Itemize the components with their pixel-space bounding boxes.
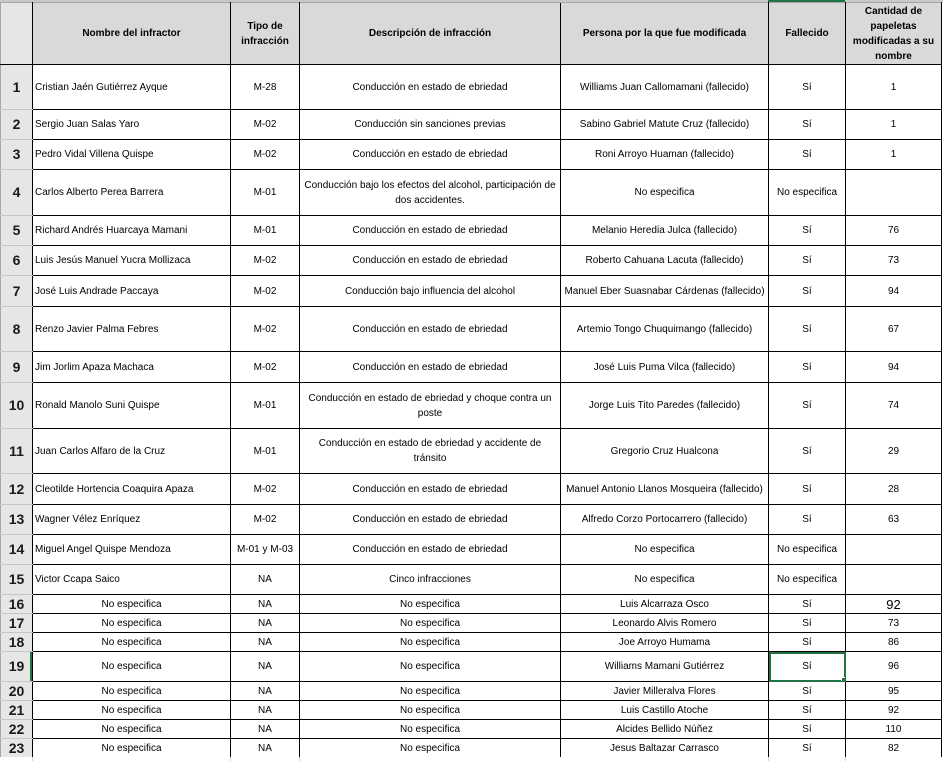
cell-descripcion[interactable]: No especifica bbox=[300, 614, 561, 633]
cell-nombre[interactable]: Cristian Jaén Gutiérrez Ayque bbox=[33, 65, 231, 110]
row-number[interactable]: 17 bbox=[1, 614, 33, 633]
table-row bbox=[1, 383, 942, 429]
cell-descripcion[interactable]: Conducción en estado de ebriedad bbox=[300, 140, 561, 170]
cell-persona[interactable]: Jesus Baltazar Carrasco bbox=[561, 739, 769, 758]
row-number[interactable]: 22 bbox=[1, 720, 33, 739]
cell-fallecido[interactable]: Sí bbox=[769, 474, 846, 505]
cell-cantidad[interactable]: 67 bbox=[846, 307, 942, 352]
cell-nombre[interactable]: Richard Andrés Huarcaya Mamani bbox=[33, 216, 231, 246]
cell-tipo[interactable]: NA bbox=[231, 720, 300, 739]
table-row bbox=[1, 720, 942, 739]
table-row bbox=[1, 739, 942, 758]
cell-cantidad[interactable] bbox=[846, 565, 942, 595]
cell-descripcion[interactable]: Conducción en estado de ebriedad bbox=[300, 65, 561, 110]
row-header-blank[interactable] bbox=[1, 3, 33, 65]
gridline bbox=[299, 757, 300, 761]
gridline bbox=[768, 757, 769, 761]
cell-cantidad[interactable]: 94 bbox=[846, 276, 942, 307]
cell-descripcion[interactable]: Conducción bajo influencia del alcohol bbox=[300, 276, 561, 307]
row-number[interactable]: 10 bbox=[1, 383, 33, 429]
cell-cantidad[interactable]: 96 bbox=[846, 652, 942, 682]
row-number[interactable]: 20 bbox=[1, 682, 33, 701]
gridline bbox=[845, 757, 846, 761]
cell-tipo[interactable]: M-02 bbox=[231, 276, 300, 307]
table-row bbox=[1, 276, 942, 307]
row-number[interactable]: 5 bbox=[1, 216, 33, 246]
row-number[interactable]: 6 bbox=[1, 246, 33, 276]
cell-descripcion[interactable]: No especifica bbox=[300, 595, 561, 614]
cell-cantidad[interactable]: 74 bbox=[846, 383, 942, 429]
cell-fallecido[interactable]: No especifica bbox=[769, 535, 846, 565]
row-number[interactable]: 14 bbox=[1, 535, 33, 565]
cell-nombre[interactable]: No especifica bbox=[33, 633, 231, 652]
header-row bbox=[1, 3, 942, 65]
cell-nombre[interactable]: Sergio Juan Salas Yaro bbox=[33, 110, 231, 140]
cell-persona[interactable]: Alcides Bellido Núñez bbox=[561, 720, 769, 739]
cell-persona[interactable]: Joe Arroyo Humama bbox=[561, 633, 769, 652]
table-row bbox=[1, 110, 942, 140]
table-row bbox=[1, 352, 942, 383]
row-number[interactable]: 8 bbox=[1, 307, 33, 352]
cell-nombre[interactable]: Wagner Vélez Enríquez bbox=[33, 505, 231, 535]
cell-tipo[interactable]: M-01 bbox=[231, 429, 300, 474]
cell-tipo[interactable]: M-02 bbox=[231, 246, 300, 276]
table-row bbox=[1, 535, 942, 565]
cell-cantidad[interactable]: 28 bbox=[846, 474, 942, 505]
cell-nombre[interactable]: Cleotilde Hortencia Coaquira Apaza bbox=[33, 474, 231, 505]
cell-cantidad[interactable]: 82 bbox=[846, 739, 942, 758]
cell-cantidad[interactable]: 92 bbox=[846, 595, 942, 614]
table-row bbox=[1, 595, 942, 614]
cell-nombre[interactable]: Miguel Angel Quispe Mendoza bbox=[33, 535, 231, 565]
cell-nombre[interactable]: No especifica bbox=[33, 682, 231, 701]
cell-persona[interactable]: Manuel Antonio Llanos Mosqueira (fallecido) bbox=[561, 474, 769, 505]
cell-tipo[interactable]: M-02 bbox=[231, 474, 300, 505]
cell-tipo[interactable]: NA bbox=[231, 614, 300, 633]
cell-fallecido[interactable]: Sí bbox=[769, 352, 846, 383]
row-number[interactable]: 7 bbox=[1, 276, 33, 307]
row-number[interactable]: 3 bbox=[1, 140, 33, 170]
row-number[interactable]: 16 bbox=[1, 595, 33, 614]
gridline bbox=[230, 757, 231, 761]
cell-descripcion[interactable]: No especifica bbox=[300, 682, 561, 701]
cell-descripcion[interactable]: No especifica bbox=[300, 739, 561, 758]
cell-fallecido[interactable]: Sí bbox=[769, 701, 846, 720]
cell-nombre[interactable]: Victor Ccapa Saico bbox=[33, 565, 231, 595]
cell-nombre[interactable]: Jim Jorlim Apaza Machaca bbox=[33, 352, 231, 383]
cell-persona[interactable]: Luis Alcarraza Osco bbox=[561, 595, 769, 614]
cell-persona[interactable]: Gregorio Cruz Hualcona bbox=[561, 429, 769, 474]
cell-descripcion[interactable]: No especifica bbox=[300, 652, 561, 682]
cell-persona[interactable]: Javier Milleralva Flores bbox=[561, 682, 769, 701]
cell-tipo[interactable]: M-01 bbox=[231, 170, 300, 216]
cell-nombre[interactable]: Juan Carlos Alfaro de la Cruz bbox=[33, 429, 231, 474]
table-row bbox=[1, 246, 942, 276]
row-number[interactable]: 18 bbox=[1, 633, 33, 652]
row-number[interactable]: 19 bbox=[1, 652, 33, 682]
table-row bbox=[1, 565, 942, 595]
cell-nombre[interactable]: Pedro Vidal Villena Quispe bbox=[33, 140, 231, 170]
cell-descripcion[interactable]: Conducción en estado de ebriedad bbox=[300, 307, 561, 352]
cell-persona[interactable]: Sabino Gabriel Matute Cruz (fallecido) bbox=[561, 110, 769, 140]
cell-nombre[interactable]: No especifica bbox=[33, 720, 231, 739]
cell-fallecido[interactable]: Sí bbox=[769, 307, 846, 352]
cell-cantidad[interactable]: 1 bbox=[846, 140, 942, 170]
cell-tipo[interactable]: M-28 bbox=[231, 65, 300, 110]
table-row bbox=[1, 633, 942, 652]
table-row bbox=[1, 140, 942, 170]
selected-cell-fallecido[interactable]: Sí bbox=[769, 652, 846, 682]
table-row bbox=[1, 474, 942, 505]
cell-persona[interactable]: Artemio Tongo Chuquimango (fallecido) bbox=[561, 307, 769, 352]
row-number[interactable]: 12 bbox=[1, 474, 33, 505]
table-row bbox=[1, 505, 942, 535]
cell-persona[interactable]: No especifica bbox=[561, 535, 769, 565]
cell-tipo[interactable]: NA bbox=[231, 633, 300, 652]
cell-fallecido[interactable]: Sí bbox=[769, 614, 846, 633]
cell-cantidad[interactable] bbox=[846, 170, 942, 216]
cell-fallecido[interactable]: Sí bbox=[769, 429, 846, 474]
cell-persona[interactable]: Luis Castillo Atoche bbox=[561, 701, 769, 720]
cell-descripcion[interactable]: Conducción bajo los efectos del alcohol, participación de dos accidentes. bbox=[300, 170, 561, 216]
cell-tipo[interactable]: NA bbox=[231, 682, 300, 701]
cell-tipo[interactable]: M-02 bbox=[231, 352, 300, 383]
cell-fallecido[interactable]: Sí bbox=[769, 633, 846, 652]
cell-fallecido[interactable]: Sí bbox=[769, 246, 846, 276]
cell-persona[interactable]: Roni Arroyo Huaman (fallecido) bbox=[561, 140, 769, 170]
cell-descripcion[interactable]: Conducción en estado de ebriedad bbox=[300, 505, 561, 535]
cell-cantidad[interactable]: 73 bbox=[846, 614, 942, 633]
row-number[interactable]: 23 bbox=[1, 739, 33, 758]
row-number[interactable]: 15 bbox=[1, 565, 33, 595]
cell-tipo[interactable]: NA bbox=[231, 701, 300, 720]
cell-tipo[interactable]: M-02 bbox=[231, 140, 300, 170]
cell-tipo[interactable]: NA bbox=[231, 595, 300, 614]
table-row bbox=[1, 682, 942, 701]
row-number[interactable]: 9 bbox=[1, 352, 33, 383]
gridline bbox=[32, 757, 33, 761]
cell-descripcion[interactable]: No especifica bbox=[300, 633, 561, 652]
cell-fallecido[interactable]: Sí bbox=[769, 739, 846, 758]
empty-row-area[interactable] bbox=[0, 757, 943, 761]
table-row bbox=[1, 652, 942, 682]
cell-descripcion[interactable]: Conducción en estado de ebriedad bbox=[300, 352, 561, 383]
table-row bbox=[1, 216, 942, 246]
table-row bbox=[1, 170, 942, 216]
table-row bbox=[1, 65, 942, 110]
table-row bbox=[1, 307, 942, 352]
cell-cantidad[interactable]: 73 bbox=[846, 246, 942, 276]
cell-fallecido[interactable]: Sí bbox=[769, 65, 846, 110]
cell-descripcion[interactable]: Conducción en estado de ebriedad bbox=[300, 216, 561, 246]
cell-fallecido[interactable]: Sí bbox=[769, 276, 846, 307]
cell-fallecido[interactable]: Sí bbox=[769, 682, 846, 701]
cell-nombre[interactable]: José Luis Andrade Paccaya bbox=[33, 276, 231, 307]
table-row bbox=[1, 429, 942, 474]
header-nombre[interactable]: Nombre del infractor bbox=[33, 3, 231, 65]
header-cantidad[interactable]: Cantidad de papeletas modificadas a su nombre bbox=[846, 3, 942, 65]
header-persona[interactable]: Persona por la que fue modificada bbox=[561, 3, 769, 65]
cell-descripcion[interactable]: Conducción sin sanciones previas bbox=[300, 110, 561, 140]
cell-cantidad[interactable]: 76 bbox=[846, 216, 942, 246]
table-row bbox=[1, 614, 942, 633]
cell-fallecido[interactable]: Sí bbox=[769, 216, 846, 246]
table-row bbox=[1, 701, 942, 720]
cell-fallecido[interactable]: No especifica bbox=[769, 170, 846, 216]
cell-descripcion[interactable]: Conducción en estado de ebriedad bbox=[300, 535, 561, 565]
cell-tipo[interactable]: M-02 bbox=[231, 307, 300, 352]
cell-cantidad[interactable]: 86 bbox=[846, 633, 942, 652]
cell-nombre[interactable]: Ronald Manolo Suni Quispe bbox=[33, 383, 231, 429]
cell-cantidad[interactable] bbox=[846, 535, 942, 565]
cell-tipo[interactable]: NA bbox=[231, 652, 300, 682]
cell-nombre[interactable]: No especifica bbox=[33, 595, 231, 614]
cell-tipo[interactable]: M-01 bbox=[231, 383, 300, 429]
cell-cantidad[interactable]: 94 bbox=[846, 352, 942, 383]
cell-fallecido[interactable]: No especifica bbox=[769, 565, 846, 595]
cell-persona[interactable]: Williams Mamani Gutiérrez bbox=[561, 652, 769, 682]
row-number[interactable]: 1 bbox=[1, 65, 33, 110]
cell-persona[interactable]: Williams Juan Callomamani (fallecido) bbox=[561, 65, 769, 110]
cell-tipo[interactable]: M-02 bbox=[231, 505, 300, 535]
header-tipo[interactable]: Tipo de infracción bbox=[231, 3, 300, 65]
cell-persona[interactable]: Melanio Heredia Julca (fallecido) bbox=[561, 216, 769, 246]
cell-nombre[interactable]: No especifica bbox=[33, 614, 231, 633]
cell-cantidad[interactable]: 1 bbox=[846, 65, 942, 110]
cell-nombre[interactable]: No especifica bbox=[33, 652, 231, 682]
cell-fallecido[interactable]: Sí bbox=[769, 383, 846, 429]
row-number[interactable]: 2 bbox=[1, 110, 33, 140]
row-number[interactable]: 4 bbox=[1, 170, 33, 216]
cell-descripcion[interactable]: Conducción en estado de ebriedad y choque contra un poste bbox=[300, 383, 561, 429]
cell-fallecido[interactable]: Sí bbox=[769, 505, 846, 535]
cell-descripcion[interactable]: Cinco infracciones bbox=[300, 565, 561, 595]
cell-fallecido[interactable]: Sí bbox=[769, 595, 846, 614]
cell-cantidad[interactable]: 63 bbox=[846, 505, 942, 535]
cell-fallecido[interactable]: Sí bbox=[769, 140, 846, 170]
cell-descripcion[interactable]: Conducción en estado de ebriedad bbox=[300, 246, 561, 276]
cell-nombre[interactable]: Renzo Javier Palma Febres bbox=[33, 307, 231, 352]
cell-persona[interactable]: Roberto Cahuana Lacuta (fallecido) bbox=[561, 246, 769, 276]
cell-tipo[interactable]: M-01 bbox=[231, 216, 300, 246]
cell-cantidad[interactable]: 29 bbox=[846, 429, 942, 474]
row-number[interactable]: 21 bbox=[1, 701, 33, 720]
cell-descripcion[interactable]: No especifica bbox=[300, 720, 561, 739]
cell-descripcion[interactable]: Conducción en estado de ebriedad bbox=[300, 474, 561, 505]
cell-nombre[interactable]: Luis Jesús Manuel Yucra Mollizaca bbox=[33, 246, 231, 276]
cell-cantidad[interactable]: 1 bbox=[846, 110, 942, 140]
row-number[interactable]: 13 bbox=[1, 505, 33, 535]
cell-persona[interactable]: José Luis Puma Vilca (fallecido) bbox=[561, 352, 769, 383]
fill-handle[interactable] bbox=[841, 677, 846, 682]
cell-fallecido[interactable]: Sí bbox=[769, 110, 846, 140]
cell-tipo[interactable]: NA bbox=[231, 739, 300, 758]
cell-nombre[interactable]: Carlos Alberto Perea Barrera bbox=[33, 170, 231, 216]
cell-persona[interactable]: Jorge Luis Tito Paredes (fallecido) bbox=[561, 383, 769, 429]
cell-persona[interactable]: Leonardo Alvis Romero bbox=[561, 614, 769, 633]
cell-persona[interactable]: Alfredo Corzo Portocarrero (fallecido) bbox=[561, 505, 769, 535]
cell-nombre[interactable]: No especifica bbox=[33, 701, 231, 720]
cell-descripcion[interactable]: No especifica bbox=[300, 701, 561, 720]
cell-descripcion[interactable]: Conducción en estado de ebriedad y accidente de tránsito bbox=[300, 429, 561, 474]
row-number[interactable]: 11 bbox=[1, 429, 33, 474]
infractions-table bbox=[0, 2, 942, 758]
cell-tipo[interactable]: NA bbox=[231, 565, 300, 595]
cell-persona[interactable]: Manuel Eber Suasnabar Cárdenas (fallecido) bbox=[561, 276, 769, 307]
cell-cantidad[interactable]: 110 bbox=[846, 720, 942, 739]
cell-cantidad[interactable]: 92 bbox=[846, 701, 942, 720]
cell-persona[interactable]: No especifica bbox=[561, 565, 769, 595]
cell-tipo[interactable]: M-01 y M-03 bbox=[231, 535, 300, 565]
cell-tipo[interactable]: M-02 bbox=[231, 110, 300, 140]
cell-nombre[interactable]: No especifica bbox=[33, 739, 231, 758]
cell-cantidad[interactable]: 95 bbox=[846, 682, 942, 701]
cell-fallecido[interactable]: Sí bbox=[769, 720, 846, 739]
header-descripcion[interactable]: Descripción de infracción bbox=[300, 3, 561, 65]
header-fallecido[interactable]: Fallecido bbox=[769, 3, 846, 65]
cell-persona[interactable]: No especifica bbox=[561, 170, 769, 216]
